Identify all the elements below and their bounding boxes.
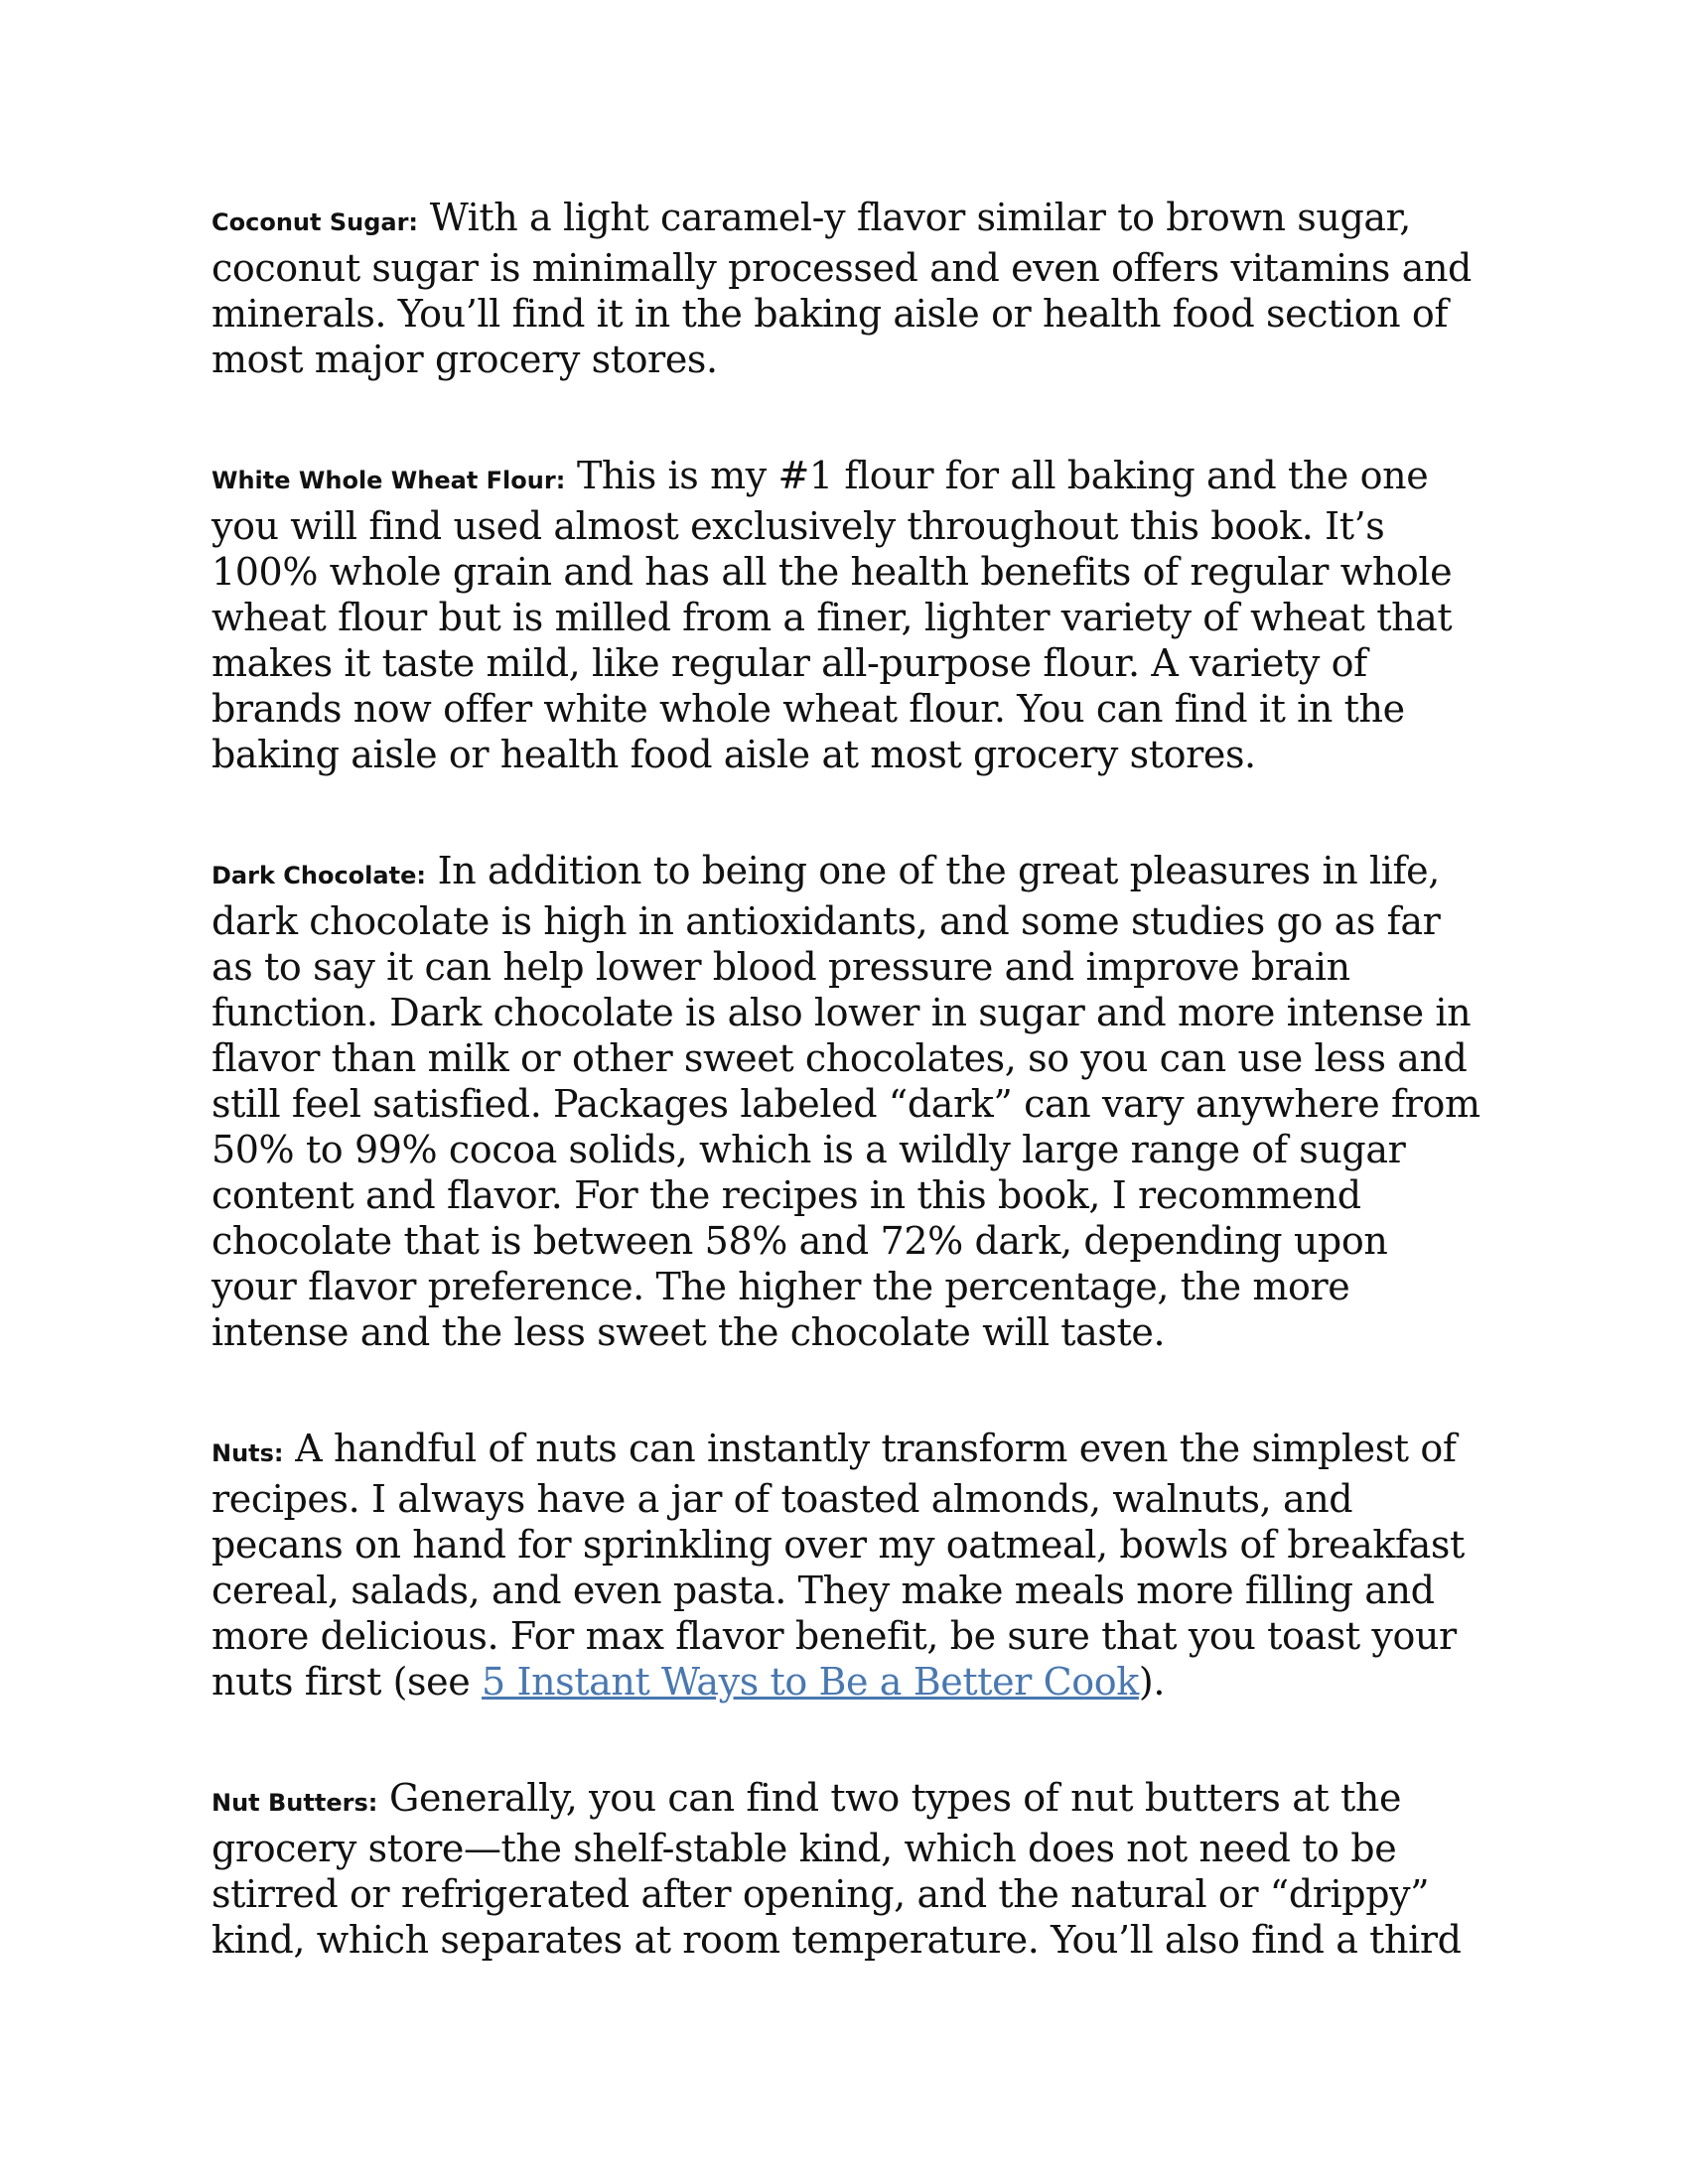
entry-text: In addition to being one of the great pleasures in life, dark chocolate is high in antioxidants, and some studies go as far as to say it can help lower blood pressure and improve brain function. Dark chocolate is also lower in sugar and more intense in flavor than milk or other sweet chocolates, so you can use less and still feel satisfied. Packages labeled “dark” can vary anywhere from 50% to 99% cocoa solids, which is a wildly large range of sugar content and flavor. For the recipes in this book, I recommend chocolate that is between 58% and 72% dark, depending upon your flavor preference. The higher the percentage, the more intense and the less sweet the chocolate will taste. <box>211 849 1480 1354</box>
entry-text: With a light caramel-y flavor similar to brown sugar, coconut sugar is minimally processed and even offers vitamins and minerals. You’ll find it in the baking aisle or health food section of most major grocery stores. <box>211 196 1472 381</box>
term-label: Coconut Sugar: <box>211 208 418 236</box>
entry-nut-butters <box>211 1775 1482 1963</box>
entry-text: A handful of nuts can instantly transform even the simplest of recipes. I always have a jar of toasted almonds, walnuts, and pecans on hand for sprinkling over my oatmeal, bowls of breakfast cereal, salads, and even pasta. They make meals more filling and more delicious. For max flavor benefit, be sure that you toast your nuts first (see <box>211 1427 1465 1704</box>
term-label: Nut Butters: <box>211 1789 378 1817</box>
glossary-content <box>211 195 1482 2033</box>
entry-text-end: ). <box>1138 1660 1165 1704</box>
term-label: Nuts: <box>211 1439 284 1467</box>
entry-white-whole-wheat-flour <box>211 453 1482 777</box>
entry-coconut-sugar <box>211 195 1482 382</box>
term-label: White Whole Wheat Flour: <box>211 467 566 494</box>
entry-text: Generally, you can find two types of nut butters at the grocery store—the shelf-stable kind, which does not need to be stirred or refrigerated after opening, and the natural or “drippy” kind, which separates at room temperature. You’ll also find a third <box>211 1776 1462 1962</box>
term-label: Dark Chocolate: <box>211 862 426 889</box>
better-cook-link[interactable]: 5 Instant Ways to Be a Better Cook <box>482 1660 1139 1704</box>
entry-dark-chocolate <box>211 848 1482 1355</box>
entry-nuts <box>211 1426 1482 1705</box>
entry-text: This is my #1 flour for all baking and the one you will find used almost exclusively throughout this book. It’s 100% whole grain and has all the health benefits of regular whole wheat flour but is milled from a finer, lighter variety of wheat that makes it taste mild, like regular all-purpose flour. A variety of brands now offer white whole wheat flour. You can find it in the baking aisle or health food aisle at most grocery stores. <box>211 454 1453 776</box>
